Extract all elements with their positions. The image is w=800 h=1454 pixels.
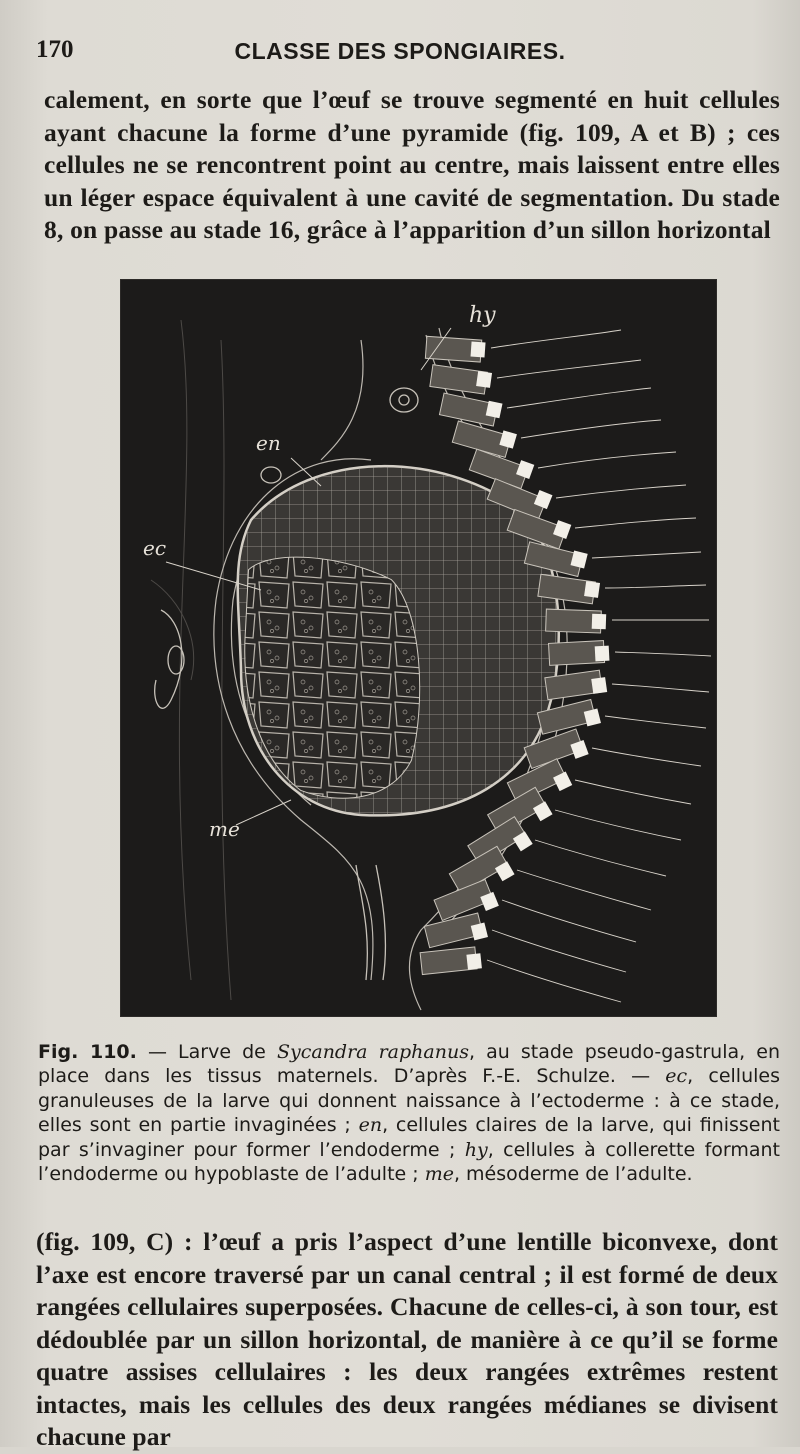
caption-text-5: , cellules à collerette formant l’endoderme ou hypoblaste de l’adulte ; (38, 1138, 780, 1186)
body-text-top (44, 84, 780, 247)
label-me: me (209, 817, 240, 841)
caption-term-hy: hy (464, 1138, 488, 1161)
caption-figure-number: Fig. 110. (38, 1041, 137, 1063)
body-text-bottom (36, 1226, 778, 1454)
caption-term-ec: ec (665, 1065, 688, 1088)
page-number: 170 (36, 36, 74, 63)
paragraph-top: calement, en sorte que l’œuf se trouve segmenté en huit cellules ayant chacune la forme d’une pyramide (fig. 109, A et B) ; ces cellules ne se rencontrent point au centre, mais laissent entre elles un léger espace équivalent à une cavité de segmentation. Du stade 8, on passe au stade 16, grâce à l’apparition d’un sillon horizontal (44, 85, 780, 244)
larva-engraving (121, 280, 716, 1016)
caption-species-name: Sycandra raphanus (276, 1041, 469, 1063)
caption-term-me: me (424, 1163, 454, 1186)
figure-caption (38, 1040, 780, 1186)
running-title: CLASSE DES SPONGIAIRES. (234, 38, 566, 64)
label-ec: ec (143, 536, 167, 560)
caption-term-en: en (358, 1114, 383, 1137)
figure-110-illustration (121, 280, 716, 1016)
caption-text-2: , au stade pseudo-gastrula, en place dans les tissus maternels. D’après F.-E. Schulze. — (38, 1041, 780, 1088)
caption-text-3: , cellules granuleuses de la larve qui donnent naissance à l’ectoderme : à ce stade, elles sont en partie invaginées ; (38, 1065, 780, 1137)
caption-text-6: , mésoderme de l’adulte. (453, 1163, 693, 1186)
caption-text-1: — Larve de (136, 1041, 277, 1063)
paragraph-bottom: (fig. 109, C) : l’œuf a pris l’aspect d’une lentille biconvexe, dont l’axe est encore traversé par un canal central ; il est formé de deux rangées cellulaires superposées. Chacune de celles-ci, à son tour, est dédoublée par un sillon horizontal, de manière à ce qu’il se forme quatre assises cellulaires : les deux rangées extrêmes restent intactes, mais les cellules des deux rangées médianes se divisent chacune par (36, 1227, 778, 1451)
label-en: en (256, 431, 281, 455)
label-hy: hy (469, 303, 496, 328)
page-header (36, 36, 764, 68)
caption-text-4: , cellules claires de la larve, qui finissent par s’invaginer pour former l’endoderme ; (38, 1114, 780, 1161)
